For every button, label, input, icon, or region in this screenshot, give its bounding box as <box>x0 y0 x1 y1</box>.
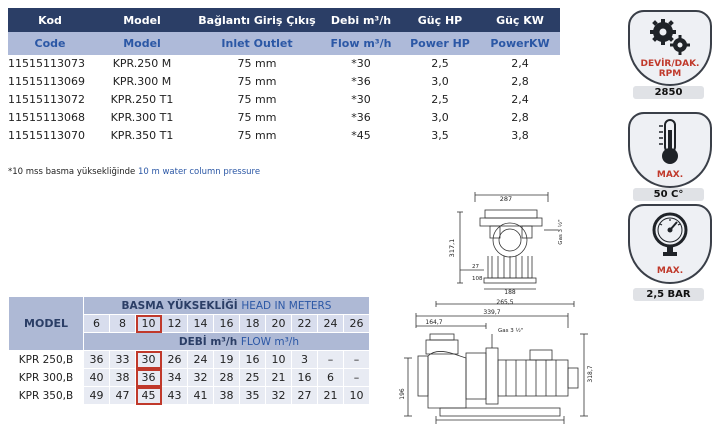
flow-value: 33 <box>110 351 136 369</box>
cell-model: KPR.300 T1 <box>110 110 174 124</box>
dim-height-side: 318,7 <box>587 365 594 383</box>
flow-value: 40 <box>84 369 110 387</box>
table-row <box>8 91 560 109</box>
flow-value: 38 <box>110 369 136 387</box>
header-flow-en: Flow m³/h <box>322 32 400 55</box>
cell-kw: 3,8 <box>511 128 529 142</box>
cell-kw: 2,8 <box>511 75 529 89</box>
flow-value: 35 <box>240 387 266 405</box>
temperature-label: MAX. <box>656 170 684 180</box>
header-model-en: Model <box>92 32 192 55</box>
flow-value: 43 <box>162 387 188 405</box>
table-row <box>8 126 560 144</box>
height-cell: 8 <box>110 315 136 333</box>
header-model-tr: Model <box>92 8 192 32</box>
flow-value: 47 <box>110 387 136 405</box>
flow-value: – <box>344 351 370 369</box>
cell-hp: 3,5 <box>431 128 449 142</box>
row-model-name: KPR 300,B <box>9 369 84 387</box>
height-cell: 16 <box>214 315 240 333</box>
cell-inlet: 75 mm <box>237 110 277 124</box>
row-model-name: KPR 250,B <box>9 351 84 369</box>
dim-height: 317,1 <box>448 238 456 258</box>
head-header-tr: BASMA YÜKSEKLİĞİ <box>121 299 238 312</box>
header-code-en: Code <box>8 32 92 55</box>
dim-base: 196 <box>399 388 406 400</box>
cell-inlet: 75 mm <box>237 128 277 142</box>
flow-header-en: FLOW m³/h <box>240 335 299 348</box>
flow-value: 10 <box>266 351 292 369</box>
spec-table <box>8 8 560 144</box>
header-hp-tr: Güç HP <box>400 8 480 32</box>
dim-length: 339,7 <box>483 309 501 316</box>
cell-flow: *36 <box>351 110 371 124</box>
flow-value: 25 <box>240 369 266 387</box>
cell-kw: 2,4 <box>511 57 529 71</box>
cell-code: 11515113069 <box>8 75 85 89</box>
thermometer-icon <box>656 118 684 166</box>
head-flow-table <box>8 296 370 405</box>
spec-header-tr <box>8 8 560 32</box>
flow-value: 24 <box>188 351 214 369</box>
pressure-badge <box>628 204 712 284</box>
cell-code: 11515113072 <box>8 92 85 106</box>
flow-value: 41 <box>188 387 214 405</box>
model-header: MODEL <box>9 297 84 351</box>
height-cell: 18 <box>240 315 266 333</box>
cell-model: KPR.250 T1 <box>110 92 174 106</box>
temperature-badge <box>628 112 712 188</box>
cell-hp: 2,5 <box>431 92 449 106</box>
head-group-header <box>84 297 370 315</box>
flow-group-header <box>84 333 370 351</box>
height-cell: 14 <box>188 315 214 333</box>
header-flow-tr: Debi m³/h <box>322 8 400 32</box>
flow-value: 32 <box>188 369 214 387</box>
footnote-en: 10 m water column pressure <box>137 167 261 177</box>
flow-value: 26 <box>162 351 188 369</box>
dim-gas-side: Gas 3 ½" <box>498 328 524 334</box>
flow-value: 19 <box>214 351 240 369</box>
flow-value: 16 <box>240 351 266 369</box>
flow-value: 28 <box>214 369 240 387</box>
flow-value: 27 <box>292 387 318 405</box>
flow-value: – <box>344 369 370 387</box>
cell-flow: *36 <box>351 75 371 89</box>
flow-value: 36 <box>84 351 110 369</box>
dim-gas: Gas 3 ½" <box>558 219 564 245</box>
rpm-value: 2850 <box>633 86 704 99</box>
pressure-label: MAX. <box>656 266 684 276</box>
footnote <box>8 167 260 177</box>
cell-flow: *30 <box>351 92 371 106</box>
rpm-label: DEVİR/DAK. RPM <box>640 59 700 79</box>
header-kw-tr: Güç KW <box>480 8 560 32</box>
pump-front-drawing <box>440 190 580 295</box>
height-cell: 12 <box>162 315 188 333</box>
rpm-badge <box>628 10 712 86</box>
flow-value-highlighted: 36 <box>136 369 162 387</box>
cell-inlet: 75 mm <box>237 75 277 89</box>
flow-value: 6 <box>318 369 344 387</box>
header-hp-en: Power HP <box>400 32 480 55</box>
cell-code: 11515113073 <box>8 57 85 71</box>
flow-value-highlighted: 30 <box>136 351 162 369</box>
cell-inlet: 75 mm <box>237 57 277 71</box>
cell-model: KPR.300 M <box>112 75 172 89</box>
flow-value: 32 <box>266 387 292 405</box>
row-model-name: KPR 350,B <box>9 387 84 405</box>
cell-kw: 2,8 <box>511 110 529 124</box>
cell-hp: 3,0 <box>431 75 449 89</box>
height-cell-highlighted: 10 <box>136 315 162 333</box>
flow-header-tr: DEBİ m³/h <box>178 335 238 348</box>
gears-icon <box>648 16 692 56</box>
dim-overall-width: 265,5 <box>496 299 514 306</box>
height-cell: 6 <box>84 315 110 333</box>
pressure-gauge-icon <box>650 210 690 258</box>
header-code-tr: Kod <box>8 8 92 32</box>
temperature-value: 50 C° <box>633 188 704 201</box>
flow-value: 3 <box>292 351 318 369</box>
flow-value: 10 <box>344 387 370 405</box>
cell-kw: 2,4 <box>511 92 529 106</box>
cell-model: KPR.350 T1 <box>110 128 174 142</box>
flow-value: 34 <box>162 369 188 387</box>
header-inlet-tr: Bağlantı Giriş Çıkış <box>192 8 322 32</box>
header-kw-en: PowerKW <box>480 32 560 55</box>
cell-code: 11515113068 <box>8 110 85 124</box>
table-row <box>8 108 560 126</box>
flow-value: – <box>318 351 344 369</box>
footnote-tr: *10 mss basma yüksekliğinde <box>8 167 136 177</box>
cell-code: 11515113070 <box>8 128 85 142</box>
flow-value: 49 <box>84 387 110 405</box>
dim-c: 188 <box>504 289 516 295</box>
head-header-en: HEAD IN METERS <box>241 299 332 312</box>
cell-flow: *45 <box>351 128 371 142</box>
cell-hp: 2,5 <box>431 57 449 71</box>
pressure-value: 2,5 BAR <box>633 288 704 301</box>
pump-side-drawing <box>396 298 618 438</box>
flow-value: 16 <box>292 369 318 387</box>
flow-value: 38 <box>214 387 240 405</box>
flow-value: 21 <box>318 387 344 405</box>
height-cell: 24 <box>318 315 344 333</box>
height-cell: 22 <box>292 315 318 333</box>
cell-hp: 3,0 <box>431 110 449 124</box>
dim-a: 27 <box>472 264 479 270</box>
dim-inlet: 164,7 <box>425 319 443 326</box>
dim-width: 287 <box>499 195 513 203</box>
spec-header-en <box>8 32 560 55</box>
flow-value: 21 <box>266 369 292 387</box>
flow-value-highlighted: 45 <box>136 387 162 405</box>
cell-flow: *30 <box>351 57 371 71</box>
dim-b: 108 <box>472 276 483 282</box>
table-row <box>9 387 370 405</box>
height-cell: 20 <box>266 315 292 333</box>
cell-model: KPR.250 M <box>112 57 172 71</box>
cell-inlet: 75 mm <box>237 92 277 106</box>
table-row <box>8 55 560 73</box>
table-row <box>9 351 370 369</box>
height-cell: 26 <box>344 315 370 333</box>
header-inlet-en: Inlet Outlet <box>192 32 322 55</box>
table-row <box>9 369 370 387</box>
table-row <box>8 73 560 91</box>
